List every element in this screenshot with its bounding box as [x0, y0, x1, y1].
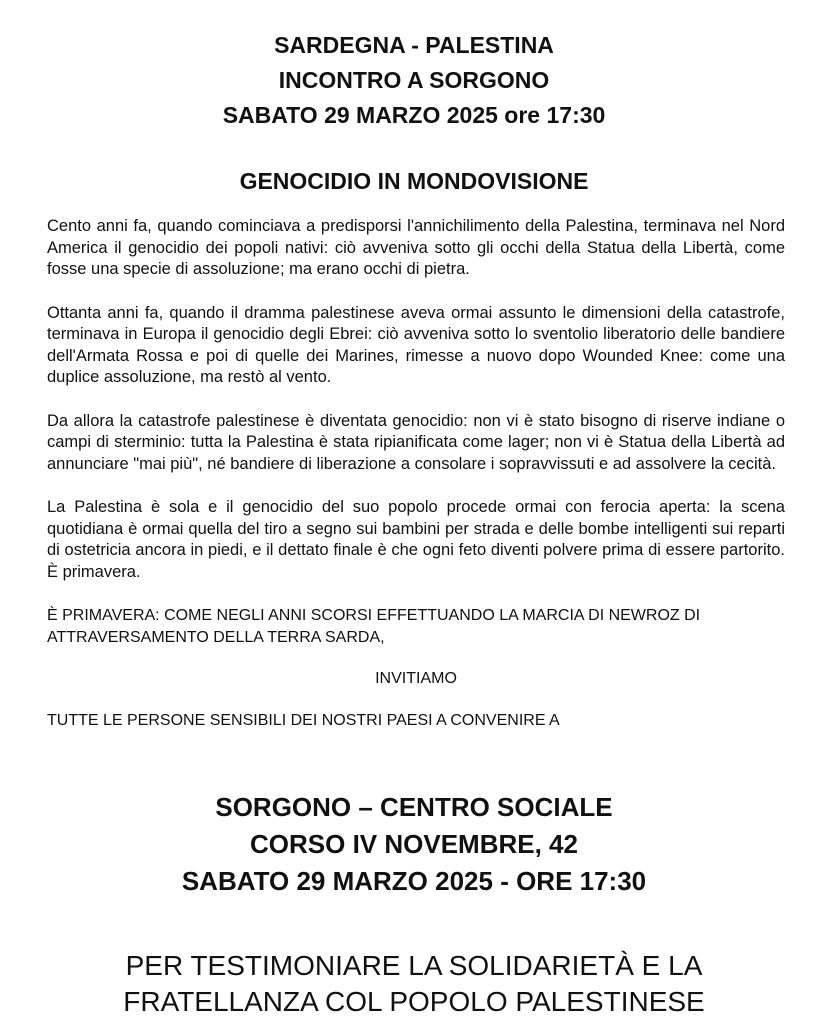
closing-line-1: PER TESTIMONIARE LA SOLIDARIETÀ E LA: [125, 950, 703, 981]
header-event: INCONTRO A SORGONO: [278, 67, 550, 93]
invitiamo-line: INVITIAMO: [375, 670, 457, 687]
venue-name: SORGONO – CENTRO SOCIALE: [215, 792, 613, 822]
header-title: SARDEGNA - PALESTINA: [274, 32, 554, 58]
primavera-line: È PRIMAVERA: COME NEGLI ANNI SCORSI EFFETTUANDO LA MARCIA DI NEWROZ DI ATTRAVERSAMENTO DELLA TERRA SARDA,: [47, 607, 701, 646]
paragraph-4: La Palestina è sola e il genocidio del suo popolo procede ormai con ferocia aperta: la scena quotidiana è ormai quella del tiro a segno sui bambini per strada e delle bombe intelligenti sui reparti di ostetricia ancora in piedi, e il dettato finale è che ogni feto diventi polvere prima di essere partorito. È primavera.: [47, 498, 785, 581]
venue-datetime: SABATO 29 MARZO 2025 - ORE 17:30: [181, 866, 647, 896]
venue-block: [0, 789, 828, 900]
event-header: [0, 28, 828, 133]
paragraph-3: Da allora la catastrofe palestinese è diventata genocidio: non vi è stato bisogno di riserve indiane o campi di sterminio: tutta la Palestina è stata ripianificata come lager; non vi è Statua della Libertà ad annunciare "mai più", né bandiere di liberazione a consolare i sopravvissuti e ad assolvere la cecità.: [47, 411, 785, 473]
body-text: [47, 216, 785, 731]
section-title: GENOCIDIO IN MONDOVISIONE: [239, 168, 589, 194]
paragraph-2: Ottanta anni fa, quando il dramma palestinese aveva ormai assunto le dimensioni della catastrofe, terminava in Europa il genocidio degli Ebrei: ciò avveniva sotto lo sventolio liberatorio delle bandiere dell'Armata Rossa e poi di quelle dei Marines, rimesse a nuovo dopo Wounded Knee: come una duplice assoluzione, ma restò al vento.: [47, 303, 785, 386]
closing-line-2: FRATELLANZA COL POPOLO PALESTINESE: [123, 986, 705, 1017]
paragraph-1: Cento anni fa, quando cominciava a predisporsi l'annichilimento della Palestina, terminava nel Nord America il genocidio dei popoli nativi: ciò avveniva sotto gli occhi della Statua della Libertà, come fosse una specie di assoluzione; ma erano occhi di pietra.: [47, 217, 785, 278]
invitation-line: TUTTE LE PERSONE SENSIBILI DEI NOSTRI PAESI A CONVENIRE A: [47, 711, 560, 729]
closing-statement: [0, 948, 828, 1020]
header-date: SABATO 29 MARZO 2025 ore 17:30: [222, 102, 606, 128]
venue-address: CORSO IV NOVEMBRE, 42: [250, 829, 578, 859]
